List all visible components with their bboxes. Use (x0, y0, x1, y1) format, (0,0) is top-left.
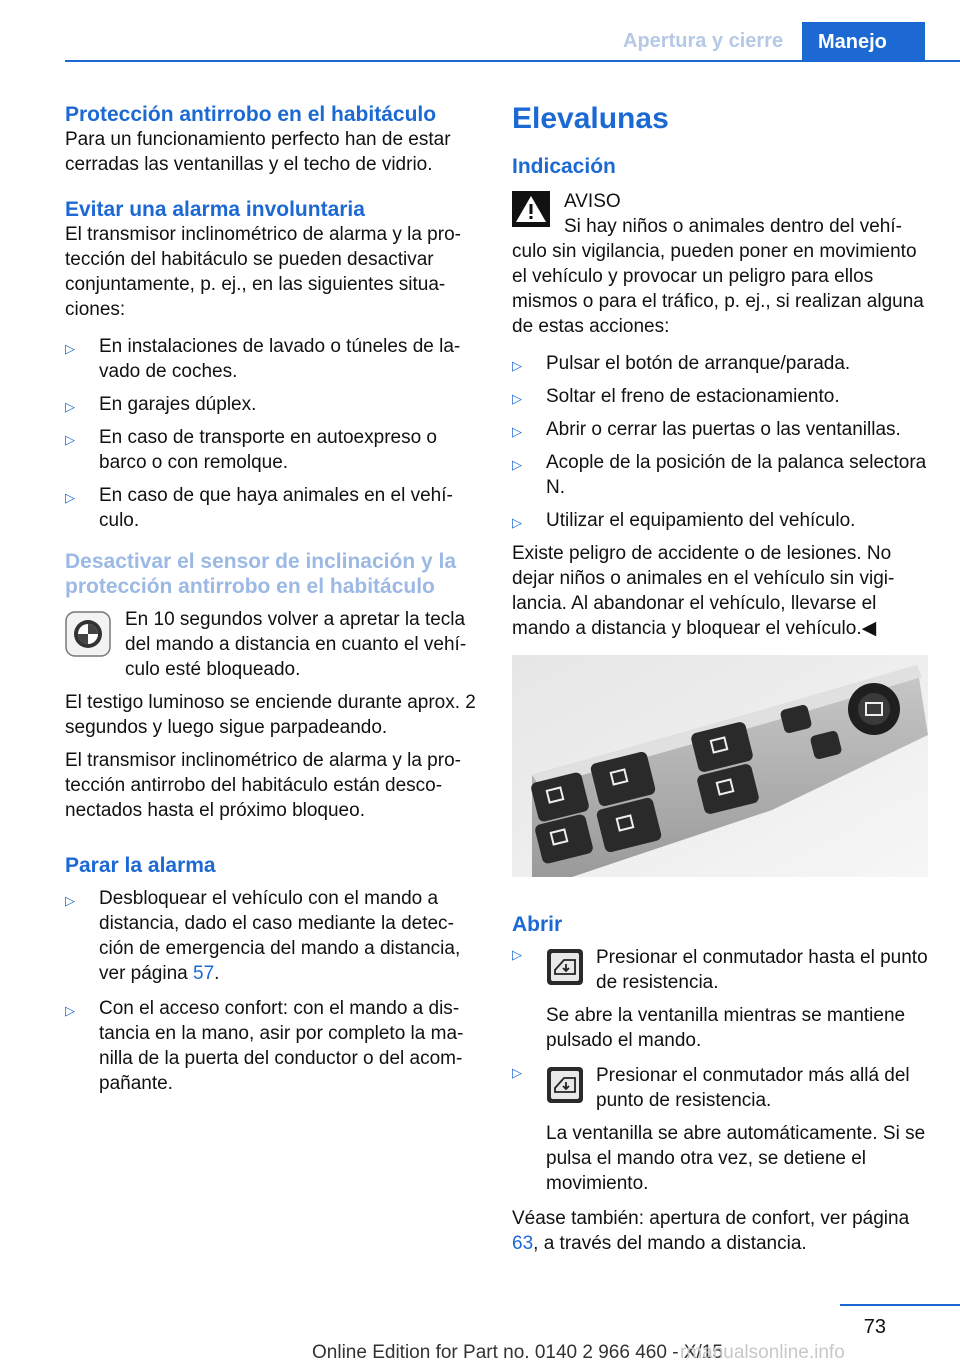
chapter-tab[interactable]: Manejo (802, 22, 925, 60)
bullet-arrow-icon: ▷ (512, 947, 522, 962)
remote-instruction: En 10 segundos volver a apretar la tecla del mando a distancia en cuanto el vehículo esté bloqueado. (65, 607, 479, 682)
bullet-arrow-icon: ▷ (512, 358, 522, 373)
see-also-paragraph: Véase también: apertura de confort, ver página 63, a través del mando a distancia. (512, 1208, 910, 1254)
bullet-arrow-icon: ▷ (65, 893, 75, 908)
paragraph: El transmisor inclinométrico de alarma y la protección del habitáculo se pueden desactivar conjuntamente, p. ej., en las siguientes situaciones: (65, 224, 461, 320)
page-link-63[interactable]: 63 (512, 1233, 534, 1254)
footer-rule (840, 1304, 960, 1306)
bullet-arrow-icon: ▷ (65, 341, 75, 356)
heading-indicacion: Indicación (512, 155, 616, 178)
warning-list (512, 351, 928, 533)
paragraph: Existe peligro de accidente o de lesiones. No dejar niños o animales en el vehículo sin vigilancia. Al abandonar el vehículo, llevarse el mando a distancia y bloquear el vehículo.◀ (512, 543, 895, 639)
list-item: ▷ Desbloquear el vehículo con el mando a distancia, dado el caso mediante la detección de emergencia del mando a distancia, ver página 57. (65, 888, 461, 984)
right-column (512, 102, 928, 1256)
list-item: ▷ Presionar el conmutador hasta el punto de resistencia. Se abre la ventanilla mientras se mantiene pulsado el mando. (512, 947, 928, 1051)
page-link-57[interactable]: 57 (193, 963, 215, 984)
heading-antirrobo: Protección antirrobo en el habitáculo (65, 103, 437, 126)
window-switch-icon (546, 1066, 584, 1104)
situations-list (65, 334, 479, 533)
list-item: ▷ En garajes dúplex. (65, 392, 479, 417)
bmw-key-icon (65, 611, 111, 657)
list-item: ▷ Utilizar el equipamiento del vehículo. (512, 508, 928, 533)
bullet-arrow-icon: ▷ (65, 432, 75, 447)
bullet-arrow-icon: ▷ (512, 1065, 522, 1080)
header-bar (65, 22, 960, 62)
window-switches-photo (512, 655, 928, 877)
watermark: rmanualsonline.info (680, 1342, 845, 1362)
warning-label: AVISO (564, 191, 621, 212)
heading-abrir: Abrir (512, 913, 563, 936)
list-item: ▷ Presionar el conmutador más allá del punto de resistencia. La ventanilla se abre automáticamente. Si se pulsa el mando otra vez, se detiene el movimiento. (512, 1065, 926, 1194)
heading-elevalunas: Elevalunas (512, 102, 669, 135)
bullet-arrow-icon: ▷ (65, 399, 75, 414)
list-item: ▷ En caso de transporte en autoexpreso o barco o con remolque. (65, 427, 438, 473)
heading-parar-alarma: Parar la alarma (65, 854, 216, 877)
heading-desactivar: Desactivar el sensor de inclinación y la protección antirrobo en el habitáculo (65, 550, 457, 598)
warning-block (512, 189, 928, 339)
list-item: ▷ En instalaciones de lavado o túneles de lavado de coches. (65, 336, 461, 382)
list-item: ▷ Pulsar el botón de arranque/parada. (512, 351, 928, 376)
section-title[interactable]: Apertura y cierre (623, 30, 784, 52)
list-item: ▷ Acople de la posición de la palanca selectora N. (512, 452, 927, 498)
edition-text: Online Edition for Part no. 0140 2 966 460 - X/15 (312, 1342, 723, 1362)
bullet-arrow-icon: ▷ (65, 490, 75, 505)
heading-evitar-alarma: Evitar una alarma involuntaria (65, 198, 365, 221)
warning-text: Si hay niños o animales dentro del vehículo sin vigilancia, pueden poner en movimiento el vehículo y provocar un peligro para ellos mismos o para el tráfico, p. ej., si realizan alguna de estas acciones: (512, 216, 924, 337)
stop-alarm-list (65, 886, 479, 1096)
list-item: ▷ Soltar el freno de estacionamiento. (512, 384, 928, 409)
bullet-arrow-icon: ▷ (512, 515, 522, 530)
list-item: ▷ Con el acceso confort: con el mando a distancia en la mano, asir por completo la manilla de la puerta del conductor o del acompañante. (65, 998, 464, 1094)
left-column (65, 102, 479, 1104)
list-item: ▷ En caso de que haya animales en el vehículo. (65, 485, 453, 531)
bullet-arrow-icon: ▷ (512, 457, 522, 472)
paragraph: Para un funcionamiento perfecto han de estar cerradas las ventanillas y el techo de vidrio. (65, 129, 451, 175)
page-number: 73 (863, 1316, 886, 1338)
paragraph: El transmisor inclinométrico de alarma y la protección antirrobo del habitáculo están desconectados hasta el próximo bloqueo. (65, 750, 461, 821)
window-switch-icon (546, 948, 584, 986)
list-item: ▷ Abrir o cerrar las puertas o las ventanillas. (512, 417, 928, 442)
bullet-arrow-icon: ▷ (512, 391, 522, 406)
bullet-arrow-icon: ▷ (65, 1003, 75, 1018)
paragraph: El testigo luminoso se enciende durante aprox. 2 segundos y luego sigue parpadeando. (65, 692, 476, 738)
bullet-arrow-icon: ▷ (512, 424, 522, 439)
warning-icon (512, 191, 550, 227)
